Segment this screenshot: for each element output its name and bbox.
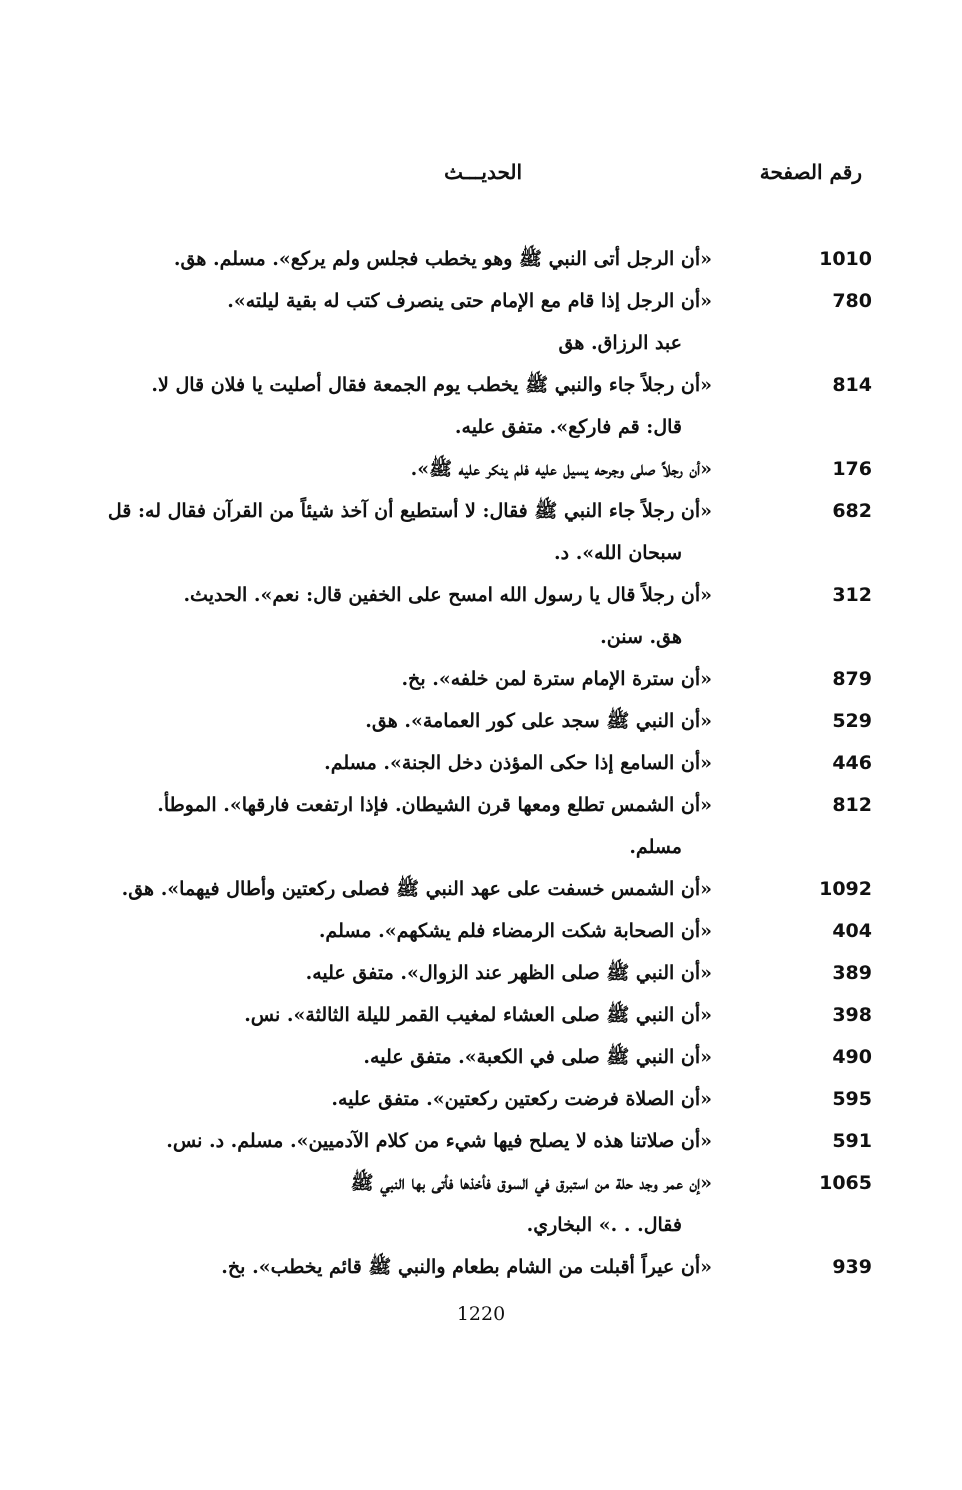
entry-page-number: 404	[832, 920, 872, 942]
entry-hadith-text: «أن السامع إذا حكى المؤذن دخل الجنة». مسلم.	[324, 752, 712, 774]
entry-page-number: 682	[832, 500, 872, 522]
entry-page-number: 176	[832, 458, 872, 480]
entry-hadith-text: «أن رجلاً صلى وجرحه يسيل عليه فلم ينكر عليه ﷺ».	[410, 458, 712, 480]
index-entry	[72, 1036, 872, 1078]
entry-hadith-text: «أن عيراً أقبلت من الشام بطعام والنبي ﷺ قائم يخطب». بخ.	[221, 1256, 712, 1278]
entry-hadith-text: «أن النبي ﷺ صلى العشاء لمغيب القمر لليلة الثالثة». نس.	[244, 1004, 712, 1026]
entry-hadith-text: «إن عمر وجد حلة من استبرق في السوق فأخذها فأتى بها النبي ﷺ	[350, 1172, 712, 1194]
entry-hadith-continuation: فقال. . .» البخاري.	[526, 1214, 682, 1236]
index-entry	[72, 742, 872, 784]
entry-hadith-text: «أن النبي ﷺ صلى الظهر عند الزوال». متفق عليه.	[305, 962, 712, 984]
entry-page-number: 398	[832, 1004, 872, 1026]
entry-hadith-continuation: قال: قم فاركع». متفق عليه.	[454, 416, 682, 438]
entry-hadith-text: «أن رجلاً قال يا رسول الله امسح على الخفين قال: نعم». الحديث.	[183, 584, 712, 606]
index-entry	[72, 364, 872, 448]
entry-page-number: 595	[832, 1088, 872, 1110]
index-entry	[72, 1078, 872, 1120]
hadith-column-heading: الحديـــث	[444, 160, 522, 184]
entry-hadith-text: «أن رجلاً جاء النبي ﷺ فقال: لا أستطيع أن آخذ شيئاً من القرآن فقال له: قل	[107, 500, 712, 522]
entry-hadith-continuation: هق. سنن.	[600, 626, 682, 648]
entry-page-number: 1092	[819, 878, 872, 900]
index-entry	[72, 994, 872, 1036]
entry-page-number: 446	[832, 752, 872, 774]
entry-hadith-text: «أن الرجل أتى النبي ﷺ وهو يخطب فجلس ولم يركع». مسلم. هق.	[173, 248, 712, 270]
entry-hadith-text: «أن الشمس خسفت على عهد النبي ﷺ فصلى ركعتين وأطال فيهما». هق.	[121, 878, 712, 900]
hadith-index-list	[72, 238, 872, 1288]
index-entry	[72, 868, 872, 910]
entry-page-number: 780	[832, 290, 872, 312]
index-entry	[72, 1120, 872, 1162]
entry-page-number: 529	[832, 710, 872, 732]
index-entry	[72, 574, 872, 658]
index-entry	[72, 238, 872, 280]
entry-hadith-text: «أن سترة الإمام سترة لمن خلفه». بخ.	[401, 668, 712, 690]
entry-hadith-text: «أن النبي ﷺ صلى في الكعبة». متفق عليه.	[363, 1046, 712, 1068]
entry-hadith-continuation: مسلم.	[629, 836, 682, 858]
index-entry	[72, 280, 872, 364]
entry-page-number: 812	[832, 794, 872, 816]
entry-page-number: 591	[832, 1130, 872, 1152]
entry-hadith-text: «أن الصلاة فرضت ركعتين ركعتين». متفق عليه.	[331, 1088, 712, 1110]
page-number-column-heading: رقم الصفحة	[759, 160, 862, 184]
index-entry	[72, 910, 872, 952]
entry-hadith-text: «أن الشمس تطلع ومعها قرن الشيطان. فإذا ارتفعت فارقها». الموطأ.	[157, 794, 712, 816]
index-entry	[72, 1246, 872, 1288]
entry-hadith-text: «أن رجلاً جاء والنبي ﷺ يخطب يوم الجمعة فقال أصليت يا فلان قال لا.	[151, 374, 712, 396]
entry-hadith-continuation: عبد الرزاق. هق	[558, 332, 682, 354]
entry-page-number: 1065	[819, 1172, 872, 1194]
entry-hadith-continuation: سبحان الله». د.	[554, 542, 682, 564]
entry-hadith-text: «أن الرجل إذا قام مع الإمام حتى ينصرف كتب له بقية ليلته».	[227, 290, 712, 312]
entry-hadith-text: «أن صلاتنا هذه لا يصلح فيها شيء من كلام الآدميين». مسلم. د. نس.	[166, 1130, 712, 1152]
index-entry	[72, 784, 872, 868]
index-entry	[72, 952, 872, 994]
entry-page-number: 879	[832, 668, 872, 690]
entry-page-number: 814	[832, 374, 872, 396]
entry-hadith-text: «أن الصحابة شكت الرمضاء فلم يشكهم». مسلم.	[318, 920, 712, 942]
entry-page-number: 490	[832, 1046, 872, 1068]
entry-hadith-text: «أن النبي ﷺ سجد على كور العمامة». هق.	[365, 710, 712, 732]
index-entry	[72, 490, 872, 574]
index-entry	[72, 700, 872, 742]
column-header	[80, 160, 862, 194]
index-entry	[72, 448, 872, 490]
entry-page-number: 389	[832, 962, 872, 984]
entry-page-number: 939	[832, 1256, 872, 1278]
entry-page-number: 312	[832, 584, 872, 606]
index-entry	[72, 658, 872, 700]
index-entry	[72, 1162, 872, 1246]
page-footer-number: 1220	[456, 1303, 506, 1325]
entry-page-number: 1010	[819, 248, 872, 270]
